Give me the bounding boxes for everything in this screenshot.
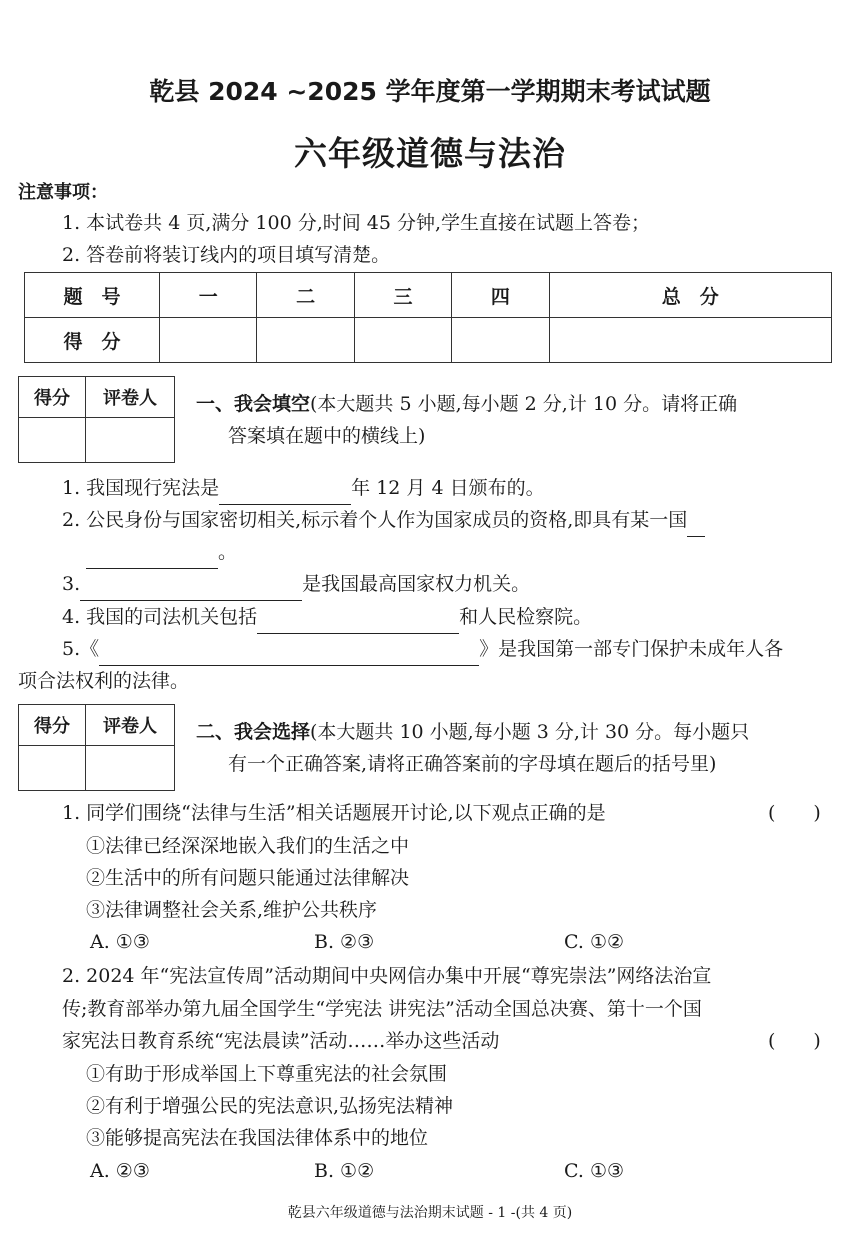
grader-score-cell[interactable] xyxy=(19,418,86,463)
grader-reviewer-cell[interactable] xyxy=(86,418,175,463)
notice-item-2: 2. 答卷前将装订线内的项目填写清楚。 xyxy=(62,244,391,266)
section2-title: 二、我会选择 xyxy=(196,721,311,743)
score-table-header-cell: 四 xyxy=(452,273,549,318)
question-text: 》是我国第一部专门保护未成年人各 xyxy=(479,638,784,660)
score-cell[interactable] xyxy=(549,318,831,363)
score-table-score-row xyxy=(25,318,832,363)
question-text: 5.《 xyxy=(62,638,100,660)
score-table-header-cell: 三 xyxy=(354,273,451,318)
question-text: 和人民检察院。 xyxy=(459,606,593,628)
question-text: 2. 公民身份与国家密切相关,标示着个人作为国家成员的资格,即具有某一国 xyxy=(62,509,688,531)
notice-item-1: 1. 本试卷共 4 页,满分 100 分,时间 45 分钟,学生直接在试题上答卷； xyxy=(62,212,651,234)
fill-question-2-cont xyxy=(86,536,237,569)
grader-reviewer-label: 评卷人 xyxy=(86,705,175,746)
option-c: C. ①② xyxy=(564,931,625,953)
section2-heading xyxy=(196,716,749,749)
grader-reviewer-cell[interactable] xyxy=(86,746,175,791)
score-table-header-cell: 总 分 xyxy=(549,273,831,318)
option-a: A. ②③ xyxy=(90,1160,150,1182)
fill-question-5-cont: 项合法权利的法律。 xyxy=(18,670,190,692)
question-text: 。 xyxy=(218,541,238,563)
choice-question-2-stem-3: 家宪法日教育系统“宪法晨读”活动……举办这些活动 xyxy=(62,1030,500,1052)
answer-blank[interactable] xyxy=(99,643,479,666)
statement: ①有助于形成举国上下尊重宪法的社会氛围 xyxy=(86,1063,448,1085)
question-text: 1. 我国现行宪法是 xyxy=(62,477,220,499)
notice-heading: 注意事项： xyxy=(18,182,108,203)
score-table-header-cell: 一 xyxy=(160,273,257,318)
answer-blank[interactable] xyxy=(86,546,218,569)
score-table-header-cell: 二 xyxy=(257,273,354,318)
exam-subject-title: 六年级道德与法治 xyxy=(294,134,566,173)
score-cell[interactable] xyxy=(257,318,354,363)
option-a: A. ①③ xyxy=(90,931,150,953)
section1-title: 一、我会填空 xyxy=(196,393,311,415)
option-b: B. ②③ xyxy=(314,931,375,953)
answer-blank[interactable] xyxy=(219,482,351,505)
score-table-header-cell: 题 号 xyxy=(25,273,160,318)
option-b: B. ①② xyxy=(314,1160,375,1182)
section2-grader-box xyxy=(18,704,175,791)
grader-score-label: 得分 xyxy=(19,377,86,418)
score-table xyxy=(24,272,832,363)
score-cell[interactable] xyxy=(452,318,549,363)
score-cell[interactable] xyxy=(160,318,257,363)
section1-heading xyxy=(196,388,737,421)
fill-question-1 xyxy=(62,472,545,505)
page-footer: 乾县六年级道德与法治期末试题 - 1 -(共 4 页) xyxy=(287,1205,573,1221)
fill-question-5 xyxy=(62,633,783,666)
option-c: C. ①③ xyxy=(564,1160,625,1182)
fill-question-2 xyxy=(62,504,705,537)
answer-parentheses[interactable]: ( ) xyxy=(768,802,821,824)
answer-blank[interactable] xyxy=(257,611,459,634)
statement: ①法律已经深深地嵌入我们的生活之中 xyxy=(86,835,410,857)
statement: ③能够提高宪法在我国法律体系中的地位 xyxy=(86,1127,429,1149)
question-text: 年 12 月 4 日颁布的。 xyxy=(351,477,545,499)
grader-score-label: 得分 xyxy=(19,705,86,746)
choice-question-1-stem: 1. 同学们围绕“法律与生活”相关话题展开讨论,以下观点正确的是 xyxy=(62,802,606,824)
statement: ②生活中的所有问题只能通过法律解决 xyxy=(86,867,410,889)
grader-reviewer-label: 评卷人 xyxy=(86,377,175,418)
answer-blank[interactable] xyxy=(80,578,302,601)
question-text: 4. 我国的司法机关包括 xyxy=(62,606,258,628)
section1-desc-2: 答案填在题中的横线上) xyxy=(228,425,426,447)
exam-title: 乾县 2024 ~2025 学年度第一学期期末考试试题 xyxy=(149,77,711,106)
grader-score-cell[interactable] xyxy=(19,746,86,791)
answer-blank[interactable] xyxy=(687,514,705,537)
section1-grader-box xyxy=(18,376,175,463)
fill-question-4 xyxy=(62,601,592,634)
section2-desc: (本大题共 10 小题,每小题 3 分,计 30 分。每小题只 xyxy=(310,721,750,743)
choice-question-2-stem: 2. 2024 年“宪法宣传周”活动期间中央网信办集中开展“尊宪崇法”网络法治宣 xyxy=(62,965,712,987)
statement: ③法律调整社会关系,维护公共秩序 xyxy=(86,899,378,921)
section1-desc: (本大题共 5 小题,每小题 2 分,计 10 分。请将正确 xyxy=(310,393,738,415)
score-table-header-row xyxy=(25,273,832,318)
statement: ②有利于增强公民的宪法意识,弘扬宪法精神 xyxy=(86,1095,454,1117)
answer-parentheses[interactable]: ( ) xyxy=(768,1030,821,1052)
choice-question-2-stem-2: 传;教育部举办第九届全国学生“学宪法 讲宪法”活动全国总决赛、第十一个国 xyxy=(62,998,702,1020)
fill-question-3 xyxy=(62,568,530,601)
question-text: 3. xyxy=(62,573,81,595)
section2-desc-2: 有一个正确答案,请将正确答案前的字母填在题后的括号里) xyxy=(228,753,717,775)
question-text: 是我国最高国家权力机关。 xyxy=(302,573,531,595)
score-cell[interactable] xyxy=(354,318,451,363)
score-table-score-label: 得 分 xyxy=(25,318,160,363)
